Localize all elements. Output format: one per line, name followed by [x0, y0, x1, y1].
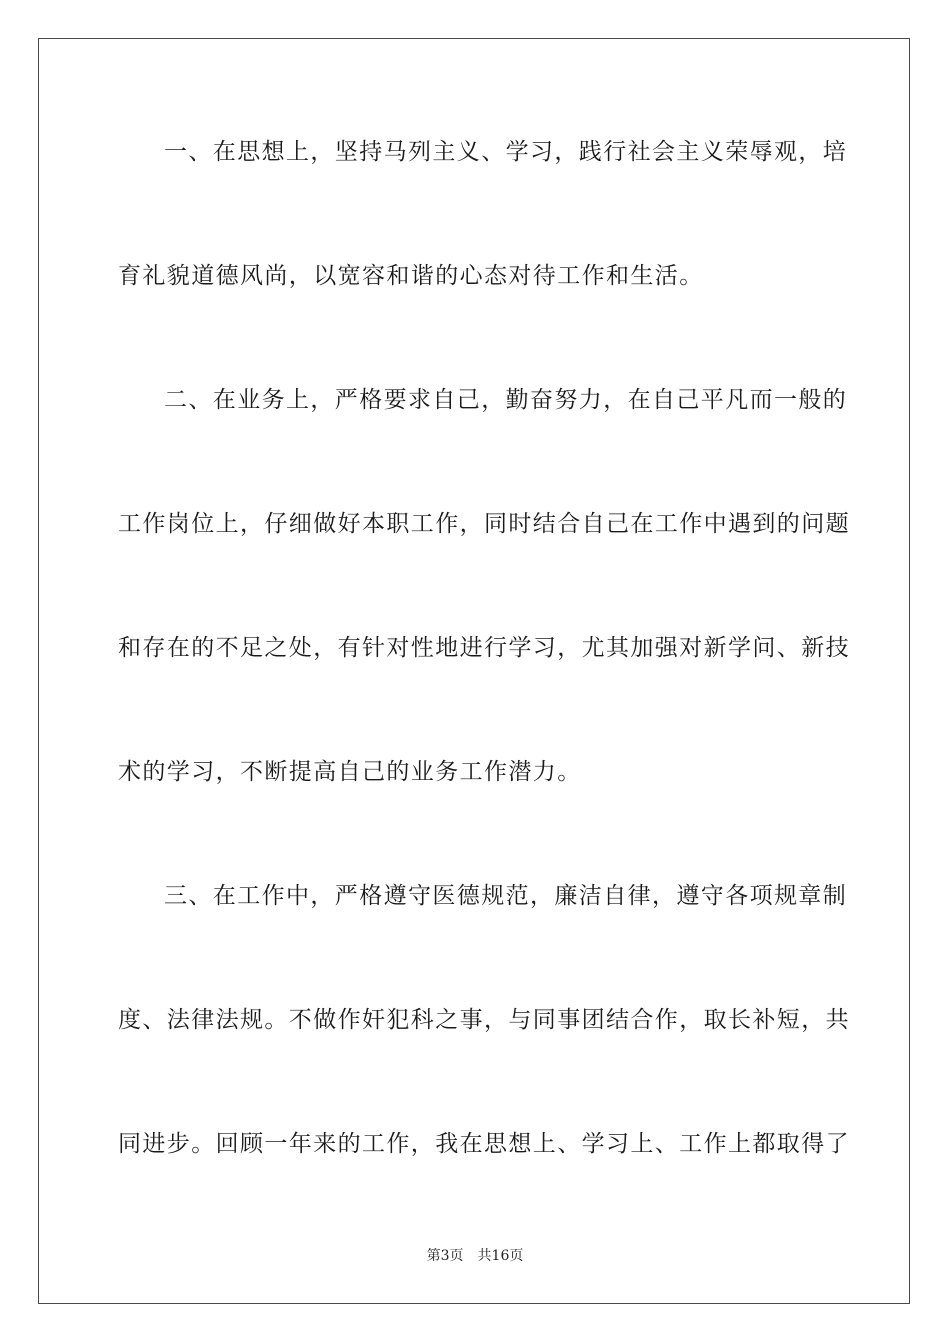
page-border [38, 38, 910, 1304]
total-pages-label: 共16页 [477, 1248, 524, 1264]
paragraph-2-line-1: 二、在业务上，严格要求自己，勤奋努力，在自己平凡而一般的 [164, 387, 848, 413]
paragraph-2-line-2: 工作岗位上，仔细做好本职工作，同时结合自己在工作中遇到的问题 [118, 511, 850, 537]
paragraph-3-line-1: 三、在工作中，严格遵守医德规范，廉洁自律，遵守各项规章制 [164, 883, 848, 909]
paragraph-2-line-4: 术的学习，不断提高自己的业务工作潜力。 [118, 759, 582, 785]
current-page-label: 第3页 [426, 1248, 464, 1264]
paragraph-1-line-2: 育礼貌道德风尚，以宽容和谐的心态对待工作和生活。 [118, 263, 704, 289]
paragraph-2-line-3: 和存在的不足之处，有针对性地进行学习，尤其加强对新学问、新技 [118, 635, 850, 661]
page-footer [0, 1247, 950, 1265]
paragraph-1-line-1: 一、在思想上，坚持马列主义、学习，践行社会主义荣辱观，培 [164, 139, 848, 165]
paragraph-3-line-2: 度、法律法规。不做作奸犯科之事，与同事团结合作，取长补短，共 [118, 1007, 850, 1033]
paragraph-3-line-3: 同进步。回顾一年来的工作，我在思想上、学习上、工作上都取得了 [118, 1131, 850, 1157]
